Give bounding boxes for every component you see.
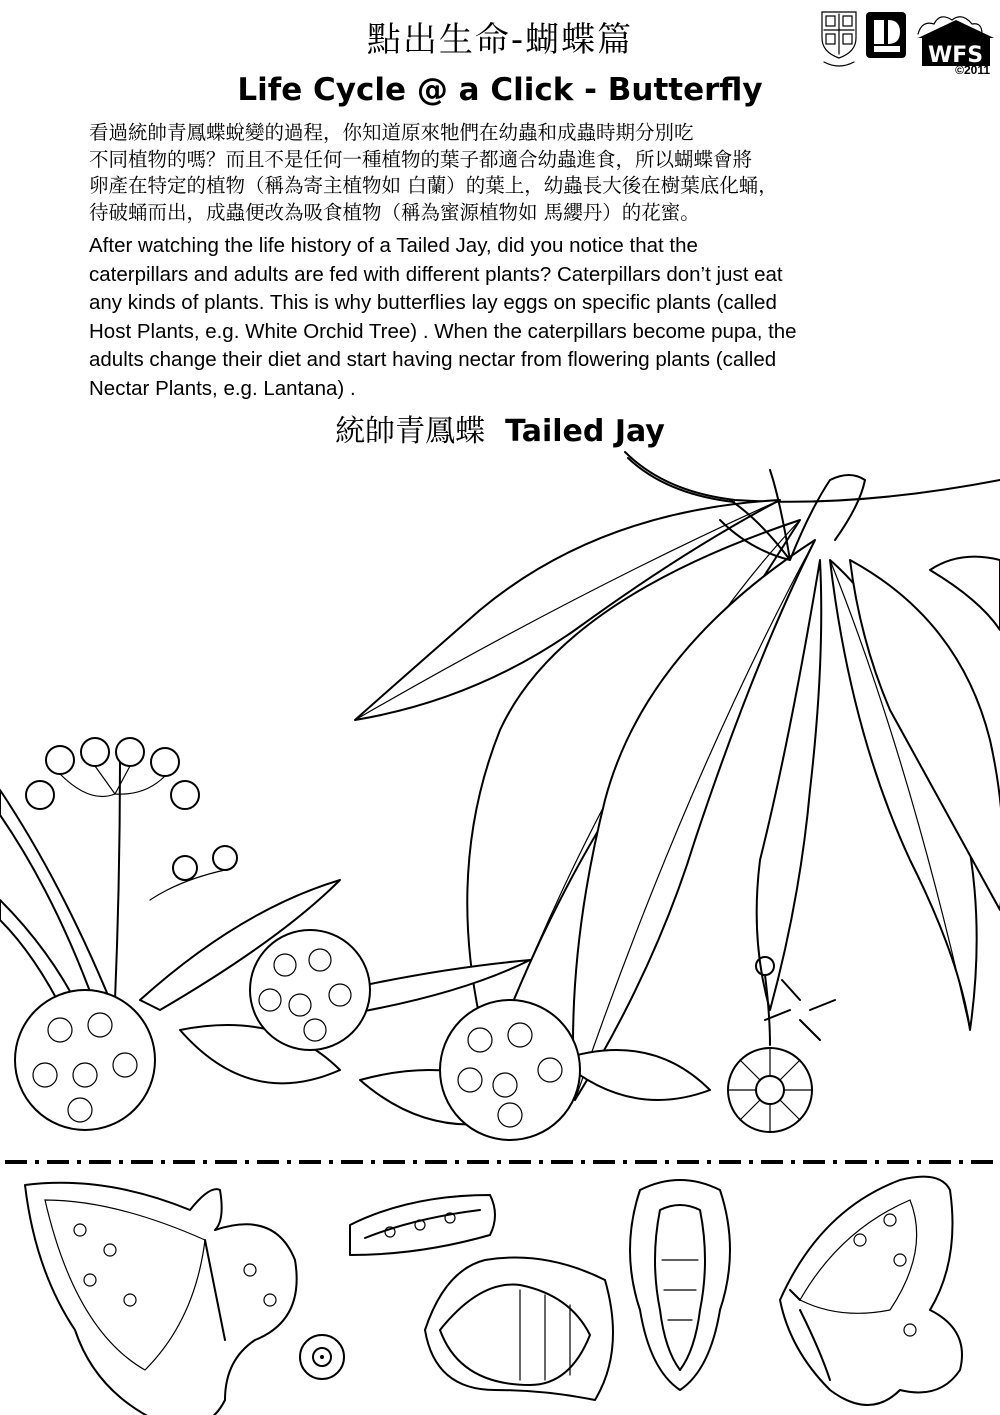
page-title-english: Life Cycle @ a Click - Butterfly	[237, 72, 763, 108]
adult-butterfly-cutout-left	[25, 1183, 297, 1415]
lantana-leaf	[560, 1050, 710, 1100]
copyright-notice: ©2011	[955, 63, 990, 77]
pupa-cutout-upright	[630, 1180, 730, 1390]
intro-paragraph-chinese: 看過統帥青鳳蝶蛻變的過程，你知道原來牠們在幼蟲和成蟲時期分別吃 不同植物的嗎？而且不是任何一種植物的葉子都適合幼蟲進食，所以蝴蝶會將 卵產在特定的植物（稱為寄主植物如 白蘭）的葉上，幼蟲長大後在樹葉底化蛹， 待破蛹而出，成蟲便改為吸食植物（稱為蜜源植物如 馬纓丹）的花蜜。	[89, 121, 778, 224]
caterpillar-cutout	[350, 1195, 495, 1255]
lantana-flower-head	[440, 1000, 580, 1140]
species-name-english: Tailed Jay	[505, 414, 665, 449]
leaf	[930, 557, 1000, 630]
milkweed-stem	[115, 760, 120, 1000]
daisy-flower	[728, 957, 835, 1132]
page-title-chinese: 點出生命-蝴蝶篇	[366, 20, 634, 60]
lantana-flower-head	[250, 930, 370, 1050]
adult-butterfly-cutout-right	[780, 1177, 962, 1405]
lantana-flower-head	[15, 990, 155, 1130]
host-plant-illustration	[355, 452, 1000, 1100]
school-logo-lettering: WFS	[928, 43, 984, 68]
species-name-chinese: 統帥青鳳蝶	[335, 414, 486, 449]
milkweed-flower-cluster	[26, 738, 237, 900]
pupa-cutout-lying	[425, 1258, 613, 1401]
intro-paragraph-english: After watching the life history of a Tailed Jay, did you notice that the caterpillars and adults are fed with different plants? Caterpillars don’t just eat any kinds of plants. This is why butterflies lay eggs on specific plants (called Host Plants, e.g. White Orchid Tree) . When the caterpillars become pupa, the adults change their diet and start having nectar from flowering plants (called Nectar Plants, e.g. Lantana) .	[89, 234, 797, 400]
egg-cutout	[300, 1335, 344, 1379]
branch-stem	[625, 452, 1000, 502]
